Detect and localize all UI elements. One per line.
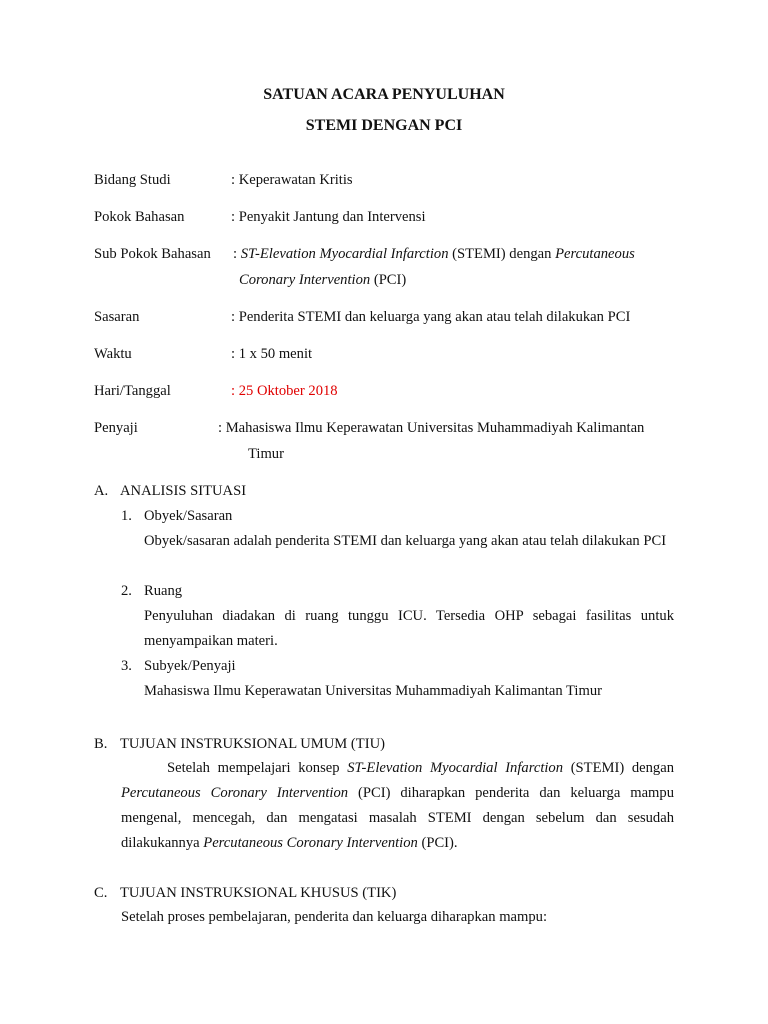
list-item-title: 3. Subyek/Penyaji (121, 658, 236, 674)
info-label: Sub Pokok Bahasan (94, 246, 211, 262)
info-value: : Mahasiswa Ilmu Keperawatan Universitas Muhammadiyah Kalimantan (218, 420, 645, 436)
info-label: Bidang Studi (94, 172, 171, 188)
section-b-paragraph: Setelah mempelajari konsep ST-Elevation Myocardial Infarction (STEMI) dengan Percutaneous Coronary Intervention (PCI) diharapkan penderita dan keluarga mampu mengenal, mencegah, dan mengatasi masalah STEMI dengan sebelum dan sesudah dilakukannya Percutaneous Coronary Intervention (PCI). (121, 760, 674, 851)
info-label: Waktu (94, 346, 132, 362)
section-a-heading: A. ANALISIS SITUASI (94, 483, 247, 499)
info-value: : ST-Elevation Myocardial Infarction (STEMI) dengan Percutaneous Coronary Intervention (PCI) (233, 246, 635, 288)
info-label: Penyaji (94, 420, 138, 436)
info-value-continued: Timur (248, 446, 284, 462)
list-item-text: Penyuluhan diadakan di ruang tunggu ICU. Tersedia OHP sebagai fasilitas untuk menyampaikan materi. (144, 608, 674, 649)
date-value: 25 Oktober 2018 (238, 383, 338, 399)
list-item-title: 1. Obyek/Sasaran (121, 508, 233, 524)
list-item-title: 2. Ruang (121, 583, 183, 599)
list-item-text: Mahasiswa Ilmu Keperawatan Universitas Muhammadiyah Kalimantan Timur (144, 683, 602, 699)
info-value: : 1 x 50 menit (231, 346, 313, 362)
section-c-paragraph: Setelah proses pembelajaran, penderita dan keluarga diharapkan mampu: (121, 909, 548, 925)
section-c-heading: C. TUJUAN INSTRUKSIONAL KHUSUS (TIK) (94, 885, 397, 901)
info-value: : Penderita STEMI dan keluarga yang akan atau telah dilakukan PCI (231, 309, 631, 325)
info-label: Hari/Tanggal (94, 383, 171, 399)
section-b-heading: B. TUJUAN INSTRUKSIONAL UMUM (TIU) (94, 736, 385, 752)
document-subtitle: STEMI DENGAN PCI (305, 117, 463, 134)
info-value: : Penyakit Jantung dan Intervensi (231, 209, 426, 225)
info-value: : Keperawatan Kritis (231, 172, 353, 188)
document-title: SATUAN ACARA PENYULUHAN (263, 86, 505, 103)
info-label: Pokok Bahasan (94, 209, 185, 225)
info-label: Sasaran (94, 309, 140, 325)
info-value: : 25 Oktober 2018 (231, 383, 338, 399)
list-item-text: Obyek/sasaran adalah penderita STEMI dan keluarga yang akan atau telah dilakukan PCI (144, 533, 667, 549)
